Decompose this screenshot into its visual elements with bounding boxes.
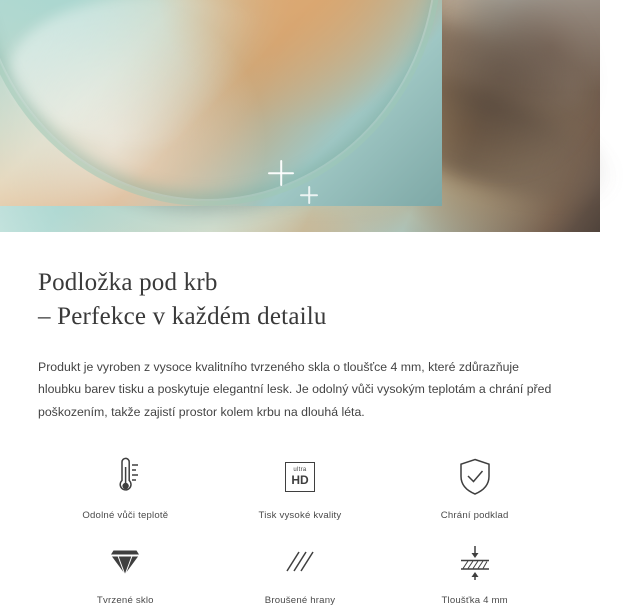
shield-check-icon: [457, 454, 493, 500]
product-description-text: Produkt je vyroben z vysoce kvalitního tvrzeného skla o tloušťce 4 mm, které zdůrazňuje hloubku barev tisku a poskytuje elegantní lesk. Je odolný vůči vysokým teplotám a chrání před poškozením, takže zajistí prostor kolem krbu na dlouhá léta.: [38, 359, 552, 419]
feature-item: [38, 539, 213, 606]
feature-item: [213, 539, 388, 606]
thermometer-icon: [105, 454, 145, 500]
page-title-line-1: Podložka pod krb: [38, 269, 218, 296]
thickness-arrows-icon: [453, 539, 497, 585]
feature-label: Tisk vysoké kvality: [258, 509, 342, 521]
feature-label: Chrání podklad: [440, 509, 509, 521]
feature-grid: [38, 454, 562, 606]
hero-image: [0, 0, 600, 232]
page-title: [38, 266, 562, 334]
feature-label: Broušené hrany: [264, 594, 336, 606]
feature-item: [387, 539, 562, 606]
circular-glass-mat: [0, 0, 442, 206]
polished-edges-icon: [280, 539, 320, 585]
feature-item: [387, 454, 562, 521]
content-area: [0, 232, 600, 606]
diamond-icon: [105, 539, 145, 585]
feature-label: Odolné vůči teplotě: [82, 509, 169, 521]
page-title-line-2: – Perfekce v každém detailu: [38, 302, 327, 330]
ultra-hd-icon: [285, 454, 315, 500]
ultra-hd-badge-top: ultra: [293, 467, 307, 474]
feature-item: [213, 454, 388, 521]
feature-label: Tloušťka 4 mm: [441, 594, 508, 606]
feature-label: Tvrzené sklo: [96, 594, 154, 606]
ultra-hd-badge-bottom: HD: [291, 473, 309, 488]
feature-item: [38, 454, 213, 521]
